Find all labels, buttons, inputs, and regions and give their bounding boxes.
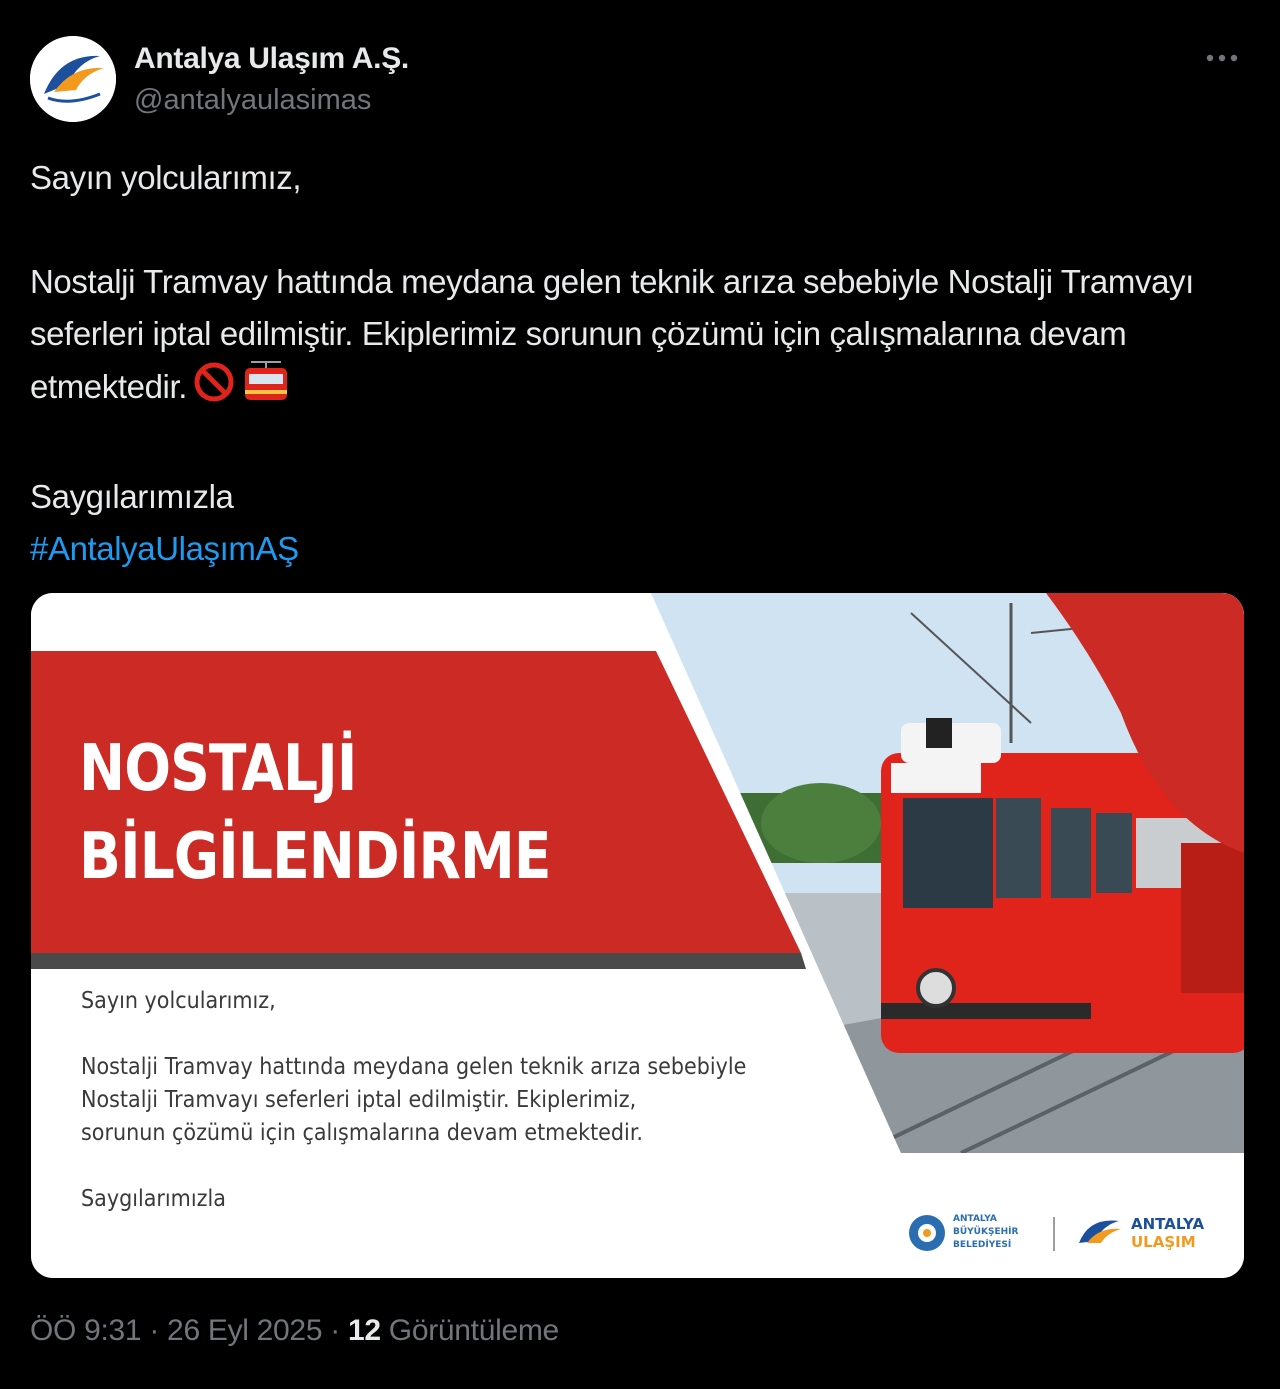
- hashtag-link[interactable]: #AntalyaUlaşımAŞ: [30, 530, 299, 567]
- antalya-ulasim-logo-text: ANTALYA ULAŞIM: [1131, 1215, 1205, 1251]
- timestamp[interactable]: ÖÖ 9:31 · 26 Eyl 2025 ·: [30, 1314, 348, 1347]
- card-title: [79, 725, 551, 901]
- tweet-body-paragraph: [30, 256, 1245, 419]
- tram-car-icon: [241, 360, 291, 419]
- card-body-line: sorunun çözümü için çalışmalarına devam etmektedir.: [81, 1120, 644, 1146]
- avatar[interactable]: [30, 36, 116, 122]
- more-icon: [1205, 53, 1239, 63]
- tweet-body: Nostalji Tramvay hattında meydana gelen teknik arıza sebebiyle Nostalji Tramvayı seferleri iptal edilmiştir. Ekiplerimiz sorunun çözümü için çalışmalarına devam etmektedir.: [30, 263, 1194, 406]
- abb-logo-text: ANTALYA BÜYÜKŞEHİR BELEDİYESİ: [953, 1214, 1019, 1250]
- card-signoff: Saygılarımızla: [81, 1186, 226, 1212]
- card-body-line: Nostalji Tramvayı seferleri iptal edilmiştir. Ekiplerimiz,: [81, 1087, 637, 1113]
- card-greeting: Sayın yolcularımız,: [81, 988, 276, 1014]
- more-options-button[interactable]: [1202, 40, 1242, 76]
- card-body-line: Nostalji Tramvay hattında meydana gelen teknik arıza sebebiyle: [81, 1054, 747, 1080]
- user-handle[interactable]: @antalyaulasimas: [134, 84, 372, 116]
- antalya-ulasim-logo-icon: [1075, 1213, 1123, 1253]
- logo-divider: [1053, 1217, 1055, 1251]
- media-image[interactable]: [31, 593, 1244, 1278]
- antalya-ulasim-logo-icon: [30, 36, 116, 122]
- antalya-buyuksehir-logo-icon: [907, 1213, 947, 1253]
- no-entry-icon: [193, 361, 235, 418]
- card-title-line2: BİLGİLENDİRME: [79, 820, 551, 894]
- views-count: 12: [347, 1314, 381, 1347]
- display-name[interactable]: Antalya Ulaşım A.Ş.: [134, 42, 409, 75]
- tweet-text: [30, 152, 1245, 575]
- tweet-meta: [30, 1314, 559, 1348]
- tweet-signoff: Saygılarımızla: [30, 478, 234, 515]
- card-body: [81, 985, 765, 1216]
- views-label: Görüntüleme: [380, 1314, 559, 1347]
- card-title-line1: NOSTALJİ: [79, 732, 357, 806]
- logo-strip: [891, 1203, 1233, 1265]
- tweet-greeting: Sayın yolcularımız,: [30, 159, 302, 196]
- tweet-header: [30, 36, 1250, 126]
